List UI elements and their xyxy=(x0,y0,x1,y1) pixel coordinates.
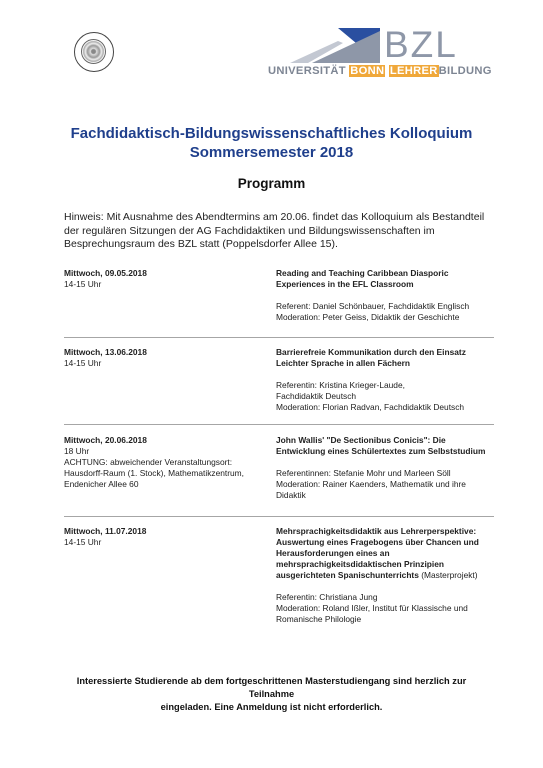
divider xyxy=(64,337,494,338)
session-detail: Moderation: Florian Radvan, Fachdidaktik Deutsch xyxy=(276,402,465,412)
session-detail: Romanische Philologie xyxy=(276,614,362,624)
footer-line: eingeladen. Eine Anmeldung ist nicht erforderlich. xyxy=(160,702,383,712)
section-heading: Programm xyxy=(237,176,306,191)
session-date: Mittwoch, 09.05.2018 xyxy=(64,268,147,278)
session-title-line: mehrsprachigkeitsdidaktischen Prinzipien xyxy=(276,559,445,569)
session-detail: Moderation: Peter Geiss, Didaktik der Geschichte xyxy=(276,312,460,322)
session-title-line: Reading and Teaching Caribbean Diasporic xyxy=(276,268,449,278)
session-detail: Referentin: Christiana Jung xyxy=(276,592,378,602)
footer-line: Interessierte Studierende ab dem fortgeschrittenen Masterstudiengang sind herzlich zur Teilnahme xyxy=(76,676,467,699)
divider xyxy=(64,516,494,517)
session-when xyxy=(64,347,264,369)
session-what xyxy=(276,526,496,625)
session-time: 14-15 Uhr xyxy=(64,358,102,368)
session-title-line: Barrierefreie Kommunikation durch den Einsatz xyxy=(276,347,466,357)
session-detail: Moderation: Rainer Kaenders, Mathematik und ihre xyxy=(276,479,466,489)
notice-paragraph: Hinweis: Mit Ausnahme des Abendtermins am 20.06. findet das Kolloquium als Bestandteil der regulären Sitzungen der AG Fachdidaktiken und Bildungswissenschaften im Besprechungsraum des BZL statt (Poppelsdorfer Allee 15). xyxy=(64,211,485,250)
bzl-logo-graphic-icon xyxy=(268,26,380,64)
session-title-line: Experiences in the EFL Classroom xyxy=(276,279,414,289)
session-what xyxy=(276,268,496,323)
session-title-line: Leichter Sprache in allen Fächern xyxy=(276,358,411,368)
session-date: Mittwoch, 13.06.2018 xyxy=(64,347,147,357)
page-subtitle: Sommersemester 2018 xyxy=(189,144,354,161)
session-detail: Referentin: Kristina Krieger-Laude, xyxy=(276,380,405,390)
page-title: Fachdidaktisch-Bildungswissenschaftliches Kolloquium xyxy=(70,125,473,142)
session-time: 14-15 Uhr xyxy=(64,537,102,547)
session-what xyxy=(276,435,496,501)
session-when xyxy=(64,435,264,490)
session-title-line: Entwicklung eines Schülertextes zum Selbststudium xyxy=(276,446,486,456)
footer-note xyxy=(64,675,479,714)
logo-lehrer: LEHRER xyxy=(389,65,438,77)
session-title-last xyxy=(276,570,496,581)
divider xyxy=(64,424,494,425)
session-time: 14-15 Uhr xyxy=(64,279,102,289)
session-date: Mittwoch, 11.07.2018 xyxy=(64,526,147,536)
session-when xyxy=(64,268,264,290)
session-time: 18 Uhr xyxy=(64,446,90,456)
session-what xyxy=(276,347,496,413)
session-detail: Fachdidaktik Deutsch xyxy=(276,391,357,401)
session-when xyxy=(64,526,264,548)
session-detail: Referent: Daniel Schönbauer, Fachdidaktik Englisch xyxy=(276,301,470,311)
bzl-letters: BZL xyxy=(384,24,458,65)
session-detail: Didaktik xyxy=(276,490,306,500)
session-title-line: Auswertung eines Fragebogens über Chancen und xyxy=(276,537,479,547)
session-note: Endenicher Allee 60 xyxy=(64,479,139,489)
session-detail: Moderation: Roland Ißler, Institut für Klassische und xyxy=(276,603,468,613)
session-date: Mittwoch, 20.06.2018 xyxy=(64,435,147,445)
session-detail: Referentinnen: Stefanie Mohr und Marleen Söll xyxy=(276,468,451,478)
bzl-logo xyxy=(268,26,494,78)
session-note: Hausdorff-Raum (1. Stock), Mathematikzentrum, xyxy=(64,468,244,478)
session-title-line: Herausforderungen eines an xyxy=(276,548,390,558)
logo-bonn: BONN xyxy=(350,65,385,77)
session-title-suffix: (Masterprojekt) xyxy=(418,570,478,580)
logo-bildung: BILDUNG xyxy=(438,65,492,77)
session-title-line: Mehrsprachigkeitsdidaktik aus Lehrerperspektive: xyxy=(276,526,477,536)
session-title-line: ausgerichteten Spanischunterrichts xyxy=(276,570,419,580)
logo-universitaet: UNIVERSITÄT xyxy=(268,65,350,77)
session-note: ACHTUNG: abweichender Veranstaltungsort: xyxy=(64,457,233,467)
session-title-line: John Wallis' "De Sectionibus Conicis": Die xyxy=(276,435,446,445)
logo-subline xyxy=(268,65,492,77)
university-seal-icon xyxy=(74,32,114,72)
